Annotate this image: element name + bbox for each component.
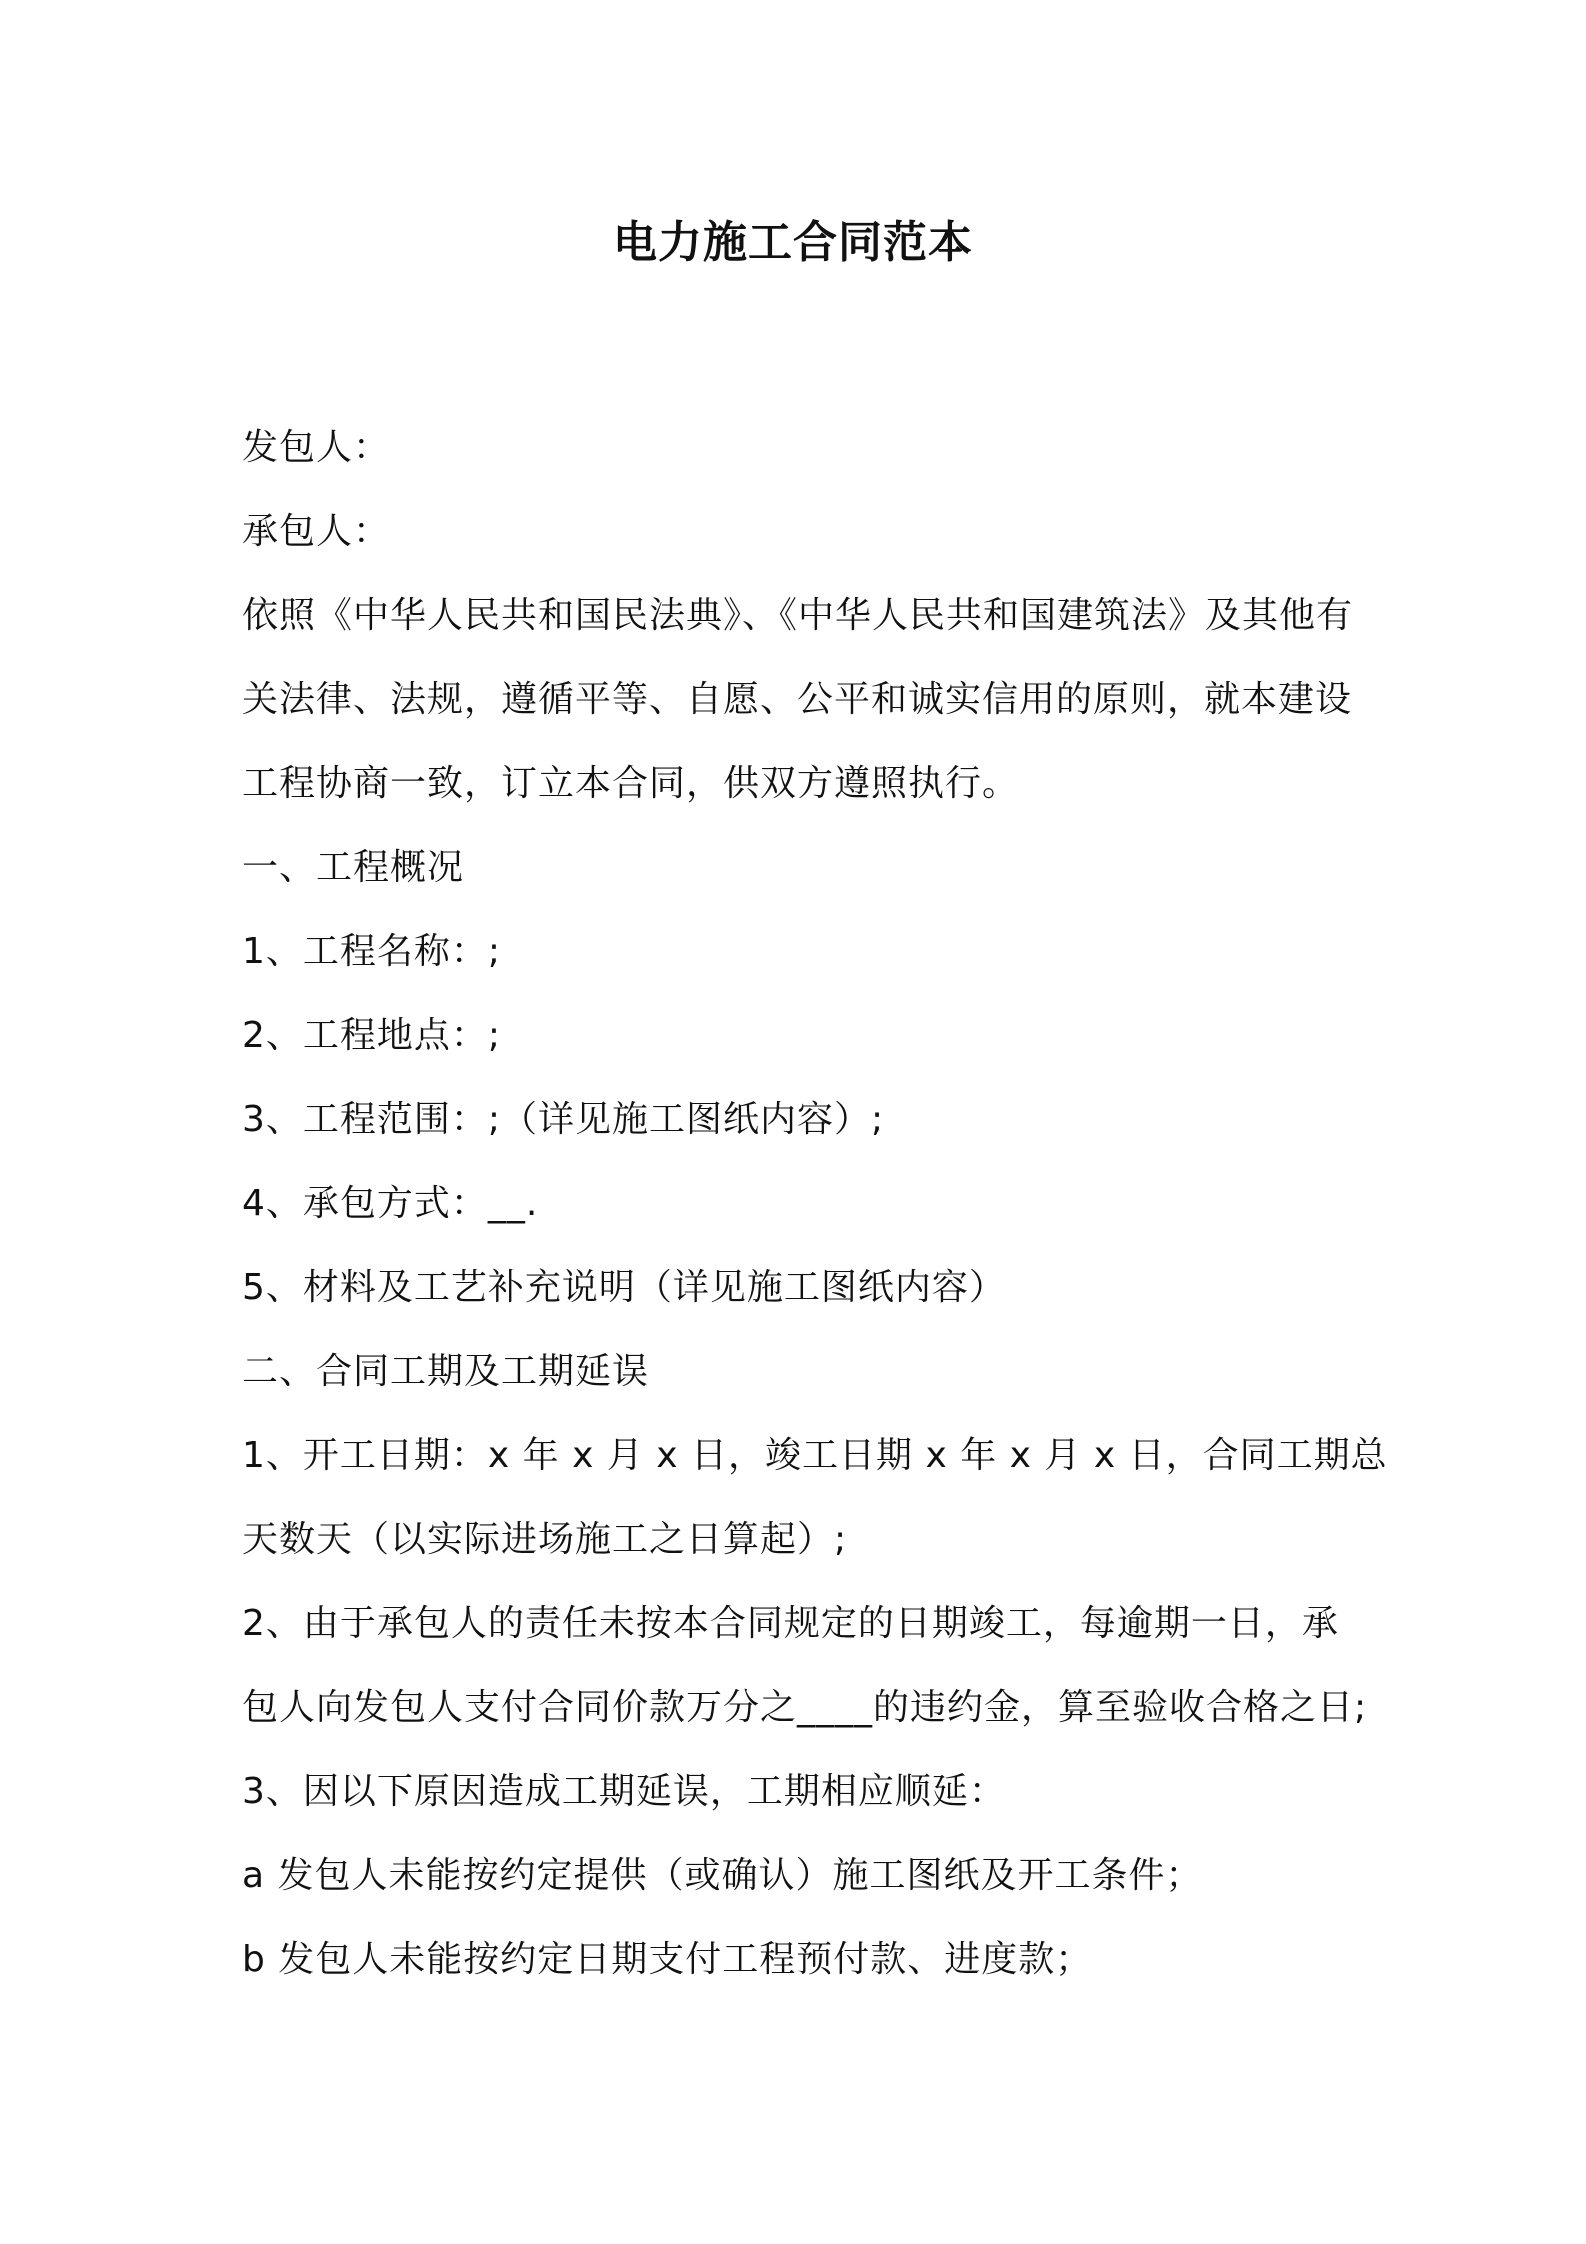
delay-reason-b-line: b 发包人未能按约定日期支付工程预付款、进度款； <box>242 1939 1093 1980</box>
section-1-heading: 一、工程概况 <box>242 847 465 888</box>
project-name-line: 1、工程名称：; <box>242 931 502 972</box>
preamble-line-3: 工程协商一致，订立本合同，供双方遵照执行。 <box>242 763 1020 804</box>
contract-method-line: 4、承包方式：__. <box>242 1183 539 1224</box>
penalty-line-2: 包人向发包人支付合同价款万分之____的违约金，算至验收合格之日; <box>242 1687 1368 1728</box>
project-scope-line: 3、工程范围：;（详见施工图纸内容）; <box>242 1099 885 1140</box>
penalty-line-1: 2、由于承包人的责任未按本合同规定的日期竣工，每逾期一日，承 <box>242 1603 1339 1644</box>
preamble-line-1: 依照《中华人民共和国民法典》、《中华人民共和国建筑法》及其他有 <box>242 595 1354 636</box>
section-2-heading: 二、合同工期及工期延误 <box>242 1351 650 1392</box>
party-a-line: 发包人： <box>242 427 391 468</box>
party-b-line: 承包人： <box>242 511 391 552</box>
delay-reasons-line: 3、因以下原因造成工期延误，工期相应顺延： <box>242 1771 1006 1812</box>
delay-reason-a-line: a 发包人未能按约定提供（或确认）施工图纸及开工条件； <box>242 1855 1203 1896</box>
project-location-line: 2、工程地点：; <box>242 1015 502 1056</box>
schedule-line-1: 1、开工日期：x 年 x 月 x 日，竣工日期 x 年 x 月 x 日，合同工期总 <box>242 1435 1388 1476</box>
preamble-line-2: 关法律、法规，遵循平等、自愿、公平和诚实信用的原则，就本建设 <box>242 679 1353 720</box>
document-title: 电力施工合同范本 <box>613 217 973 268</box>
schedule-line-2: 天数天（以实际进场施工之日算起）; <box>242 1519 848 1560</box>
materials-note-line: 5、材料及工艺补充说明（详见施工图纸内容） <box>242 1267 1006 1308</box>
document-body <box>242 406 1388 2002</box>
